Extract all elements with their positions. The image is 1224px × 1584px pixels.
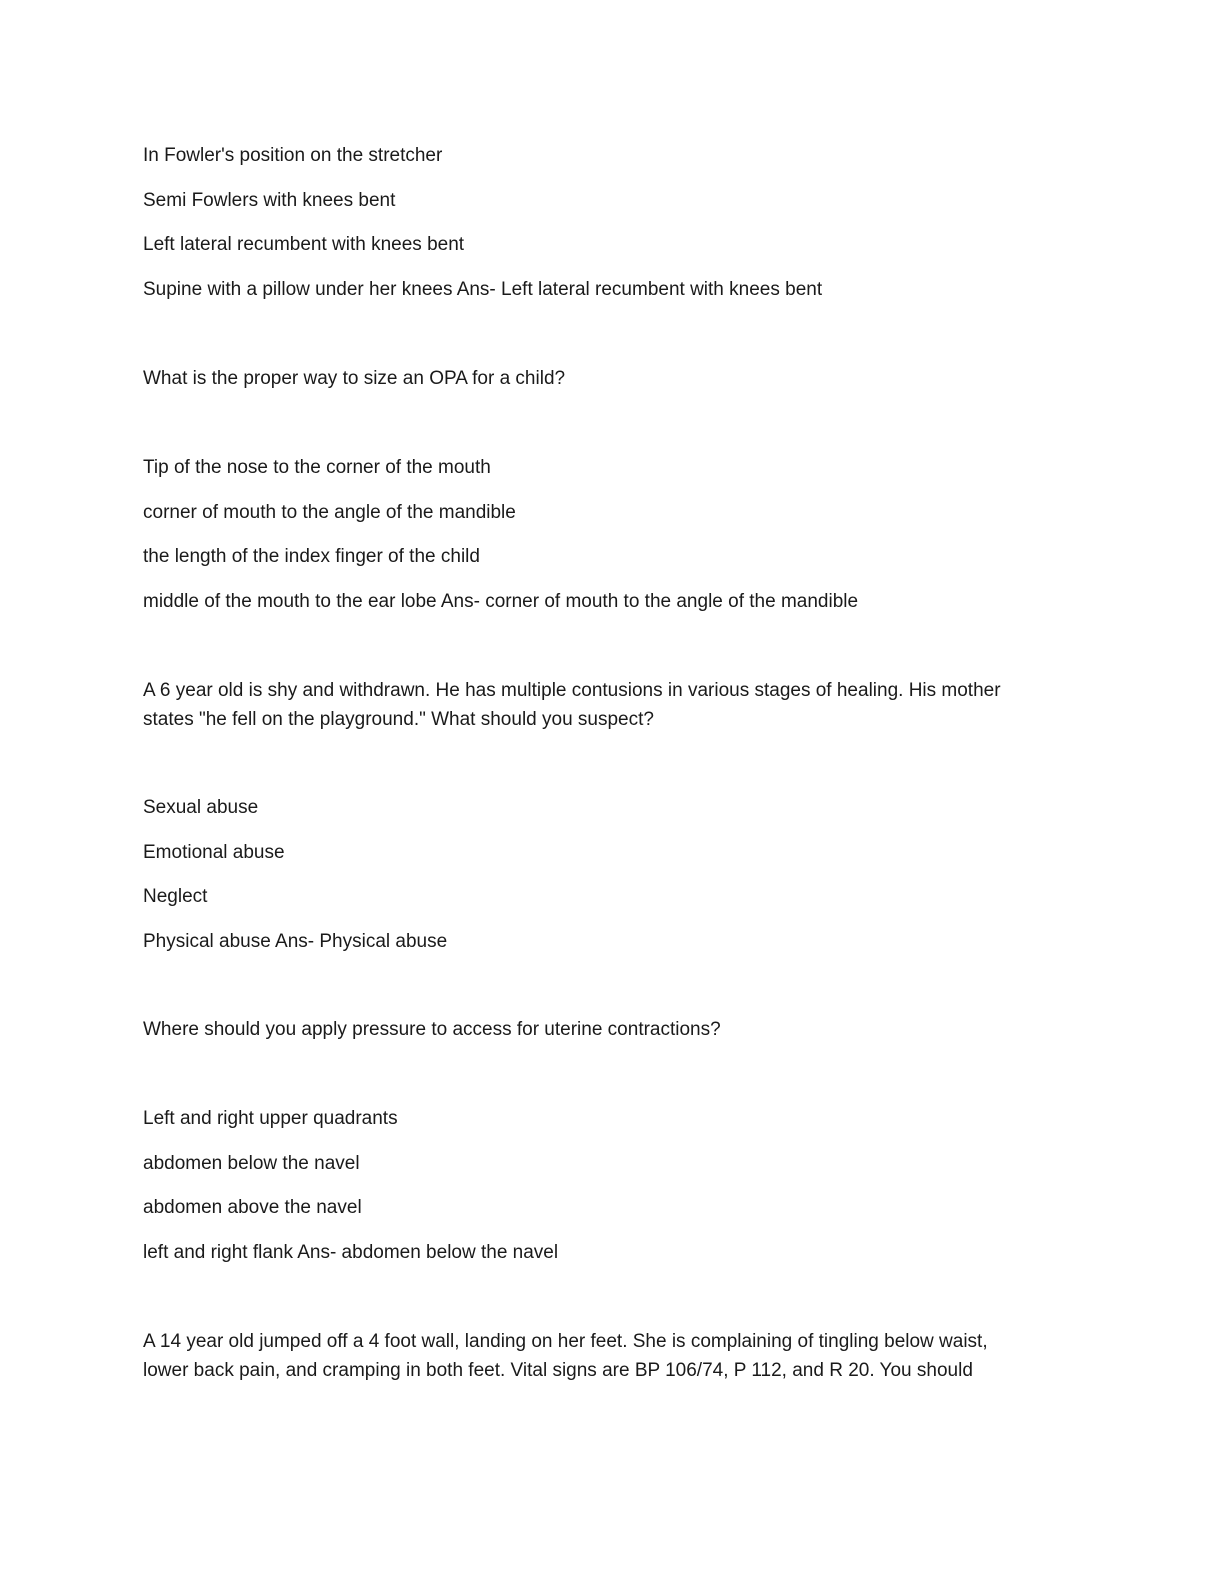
answer-option: Left and right upper quadrants [143, 1108, 398, 1129]
answer-option: corner of mouth to the angle of the mandible [143, 502, 516, 523]
answer-option-with-answer: middle of the mouth to the ear lobe Ans- corner of mouth to the angle of the mandible [143, 591, 859, 612]
answer-option: abdomen above the navel [143, 1197, 362, 1218]
answer-option: Left lateral recumbent with knees bent [143, 234, 465, 255]
question-text: lower back pain, and cramping in both feet. Vital signs are BP 106/74, P 112, and R 20. You should [143, 1360, 973, 1381]
answer-option: Emotional abuse [143, 842, 285, 863]
question-text: states "he fell on the playground." What should you suspect? [143, 709, 654, 730]
question-text: Where should you apply pressure to access for uterine contractions? [143, 1019, 721, 1040]
question-text: What is the proper way to size an OPA for a child? [143, 368, 566, 389]
answer-option: Semi Fowlers with knees bent [143, 190, 396, 211]
answer-option: Tip of the nose to the corner of the mouth [143, 457, 491, 478]
answer-option-with-answer: Supine with a pillow under her knees Ans- Left lateral recumbent with knees bent [143, 279, 823, 300]
answer-option: the length of the index finger of the child [143, 546, 480, 567]
answer-option-with-answer: Physical abuse Ans- Physical abuse [143, 931, 448, 952]
answer-option: Neglect [143, 886, 208, 907]
answer-option: Sexual abuse [143, 797, 259, 818]
answer-option: In Fowler's position on the stretcher [143, 145, 443, 166]
question-text: A 14 year old jumped off a 4 foot wall, landing on her feet. She is complaining of tingling below waist, [143, 1331, 988, 1352]
answer-option: abdomen below the navel [143, 1153, 360, 1174]
question-text: A 6 year old is shy and withdrawn. He has multiple contusions in various stages of healing. His mother [143, 680, 1001, 701]
answer-option-with-answer: left and right flank Ans- abdomen below the navel [143, 1242, 559, 1263]
